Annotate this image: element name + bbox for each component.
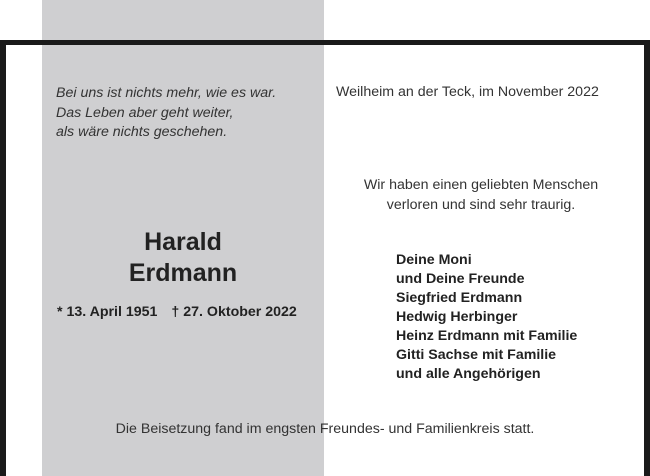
loss-statement: [326, 176, 636, 215]
mourner: und Deine Freunde: [396, 271, 525, 287]
last-name: Erdmann: [128, 259, 238, 287]
mourner: Heinz Erdmann mit Familie: [396, 328, 578, 344]
motto-line: Bei uns ist nichts mehr, wie es war.: [56, 85, 277, 101]
motto-line: Das Leben aber geht weiter,: [56, 104, 234, 121]
motto-quote: [56, 84, 316, 143]
first-name: Harald: [144, 228, 222, 256]
loss-line: verloren und sind sehr traurig.: [386, 196, 576, 213]
life-dates: [57, 304, 319, 320]
mourner: Gitti Sachse mit Familie: [396, 347, 557, 363]
birth-date: * 13. April 1951: [57, 304, 158, 320]
death-date: † 27. Oktober 2022: [171, 304, 297, 320]
burial-note: Die Beisetzung fand im engsten Freundes- und Familienkreis statt.: [115, 421, 535, 437]
mourner: und alle Angehörigen: [396, 366, 541, 382]
motto-line: als wäre nichts geschehen.: [56, 124, 228, 140]
mourners-list: [396, 251, 636, 384]
deceased-name: [42, 227, 324, 289]
mourner: Hedwig Herbinger: [396, 309, 518, 325]
place-and-date: Weilheim an der Teck, im November 2022: [336, 84, 599, 100]
loss-line: Wir haben einen geliebten Menschen: [363, 177, 599, 193]
mourner: Deine Moni: [396, 252, 472, 268]
mourner: Siegfried Erdmann: [396, 290, 523, 306]
